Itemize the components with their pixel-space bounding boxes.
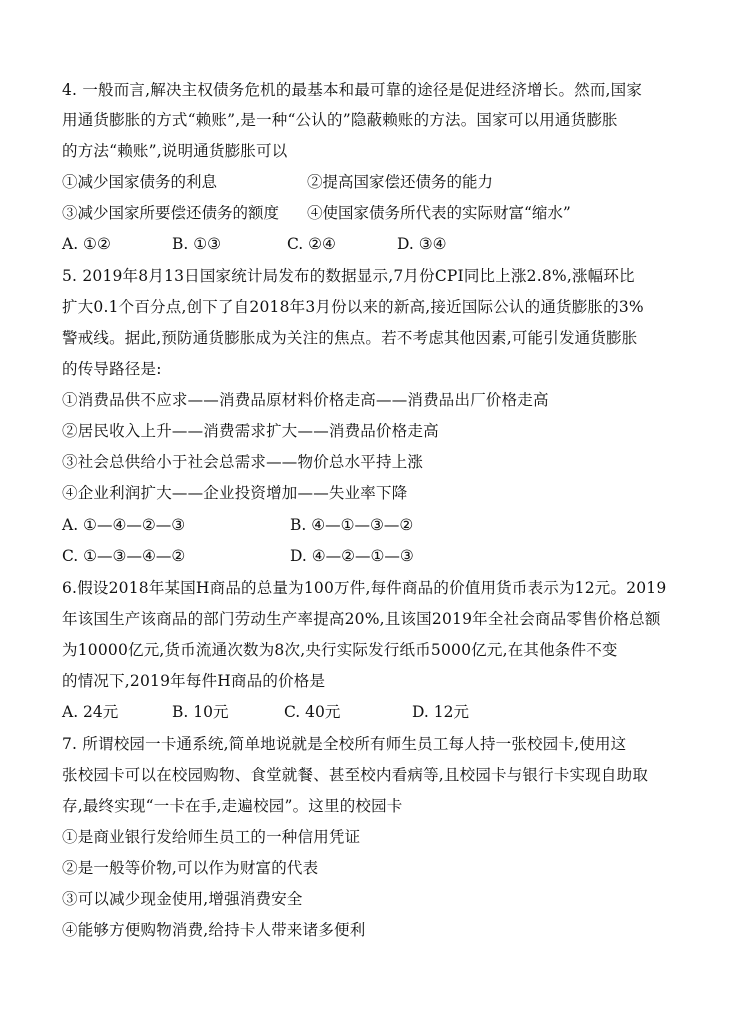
q6-choice-c: C. 40元 <box>284 703 341 721</box>
q6-line-1: 6.假设2018年某国H商品的总量为100万件,每件商品的价值用货币表示为12元。2019 <box>62 579 667 597</box>
q7-line-1: 7. 所谓校园一卡通系统,简单地说就是全校所有师生员工每人持一张校园卡,使用这 <box>62 735 627 753</box>
q5-statement-3: ③社会总供给小于社会总需求——物价总水平持上涨 <box>62 453 424 471</box>
q5-line-3: 警戒线。据此,预防通货膨胀成为关注的焦点。若不考虑其他因素,可能引发通货膨胀 <box>62 329 638 347</box>
q6-choice-b: B. 10元 <box>172 703 229 721</box>
q5-line-2: 扩大0.1个百分点,创下了自2018年3月份以来的新高,接近国际公认的通货膨胀的3% <box>62 298 644 316</box>
q4-choice-d: D. ③④ <box>397 235 447 253</box>
q7-statement-3: ③可以减少现金使用,增强消费安全 <box>62 890 303 908</box>
q6-line-4: 的情况下,2019年每件H商品的价格是 <box>62 672 326 690</box>
q7-statement-1: ①是商业银行发给师生员工的一种信用凭证 <box>62 828 361 846</box>
q4-line-3: 的方法“赖账”,说明通货膨胀可以 <box>62 142 288 160</box>
q4-statement-4: ④使国家债务所代表的实际财富“缩水” <box>307 204 571 222</box>
q5-statement-4: ④企业利润扩大——企业投资增加——失业率下降 <box>62 484 408 502</box>
q7-statement-4: ④能够方便购物消费,给持卡人带来诸多便利 <box>62 921 366 939</box>
q7-line-3: 存,最终实现“一卡在手,走遍校园”。这里的校园卡 <box>62 797 403 815</box>
q4-line-2: 用通货膨胀的方式“赖账”,是一种“公认的”隐蔽赖账的方法。国家可以用通货膨胀 <box>62 111 618 129</box>
q5-statement-1: ①消费品供不应求——消费品原材料价格走高——消费品出厂价格走高 <box>62 391 549 409</box>
q6-line-2: 年该国生产该商品的部门劳动生产率提高20%,且该国2019年全社会商品零售价格总额 <box>62 610 661 628</box>
q4-line-1: 4. 一般而言,解决主权债务危机的最基本和最可靠的途径是促进经济增长。然而,国家 <box>62 81 643 99</box>
q6-choice-d: D. 12元 <box>412 703 469 721</box>
q5-choice-c: C. ①—③—④—② <box>62 547 186 565</box>
q6-choice-a: A. 24元 <box>62 703 119 721</box>
q4-statement-2: ②提高国家偿还债务的能力 <box>307 173 494 191</box>
q4-choice-b: B. ①③ <box>172 235 222 253</box>
q7-line-2: 张校园卡可以在校园购物、食堂就餐、甚至校内看病等,且校园卡与银行卡实现自助取 <box>62 766 649 784</box>
q5-choice-d: D. ④—②—①—③ <box>290 547 414 565</box>
q6-line-3: 为10000亿元,货币流通次数为8次,央行实际发行纸币5000亿元,在其他条件不变 <box>62 641 618 659</box>
q5-line-4: 的传导路径是: <box>62 360 162 378</box>
q4-choice-c: C. ②④ <box>287 235 336 253</box>
q5-statement-2: ②居民收入上升——消费需求扩大——消费品价格走高 <box>62 422 439 440</box>
q4-choice-a: A. ①② <box>62 235 111 253</box>
q7-statement-2: ②是一般等价物,可以作为财富的代表 <box>62 859 319 877</box>
q4-statement-1: ①减少国家债务的利息 <box>62 173 218 191</box>
q4-statement-3: ③减少国家所要偿还债务的额度 <box>62 204 280 222</box>
q5-choice-b: B. ④—①—③—② <box>290 516 414 534</box>
q5-line-1: 5. 2019年8月13日国家统计局发布的数据显示,7月份CPI同比上涨2.8%,涨幅环比 <box>62 267 635 285</box>
q5-choice-a: A. ①—④—②—③ <box>62 516 186 534</box>
